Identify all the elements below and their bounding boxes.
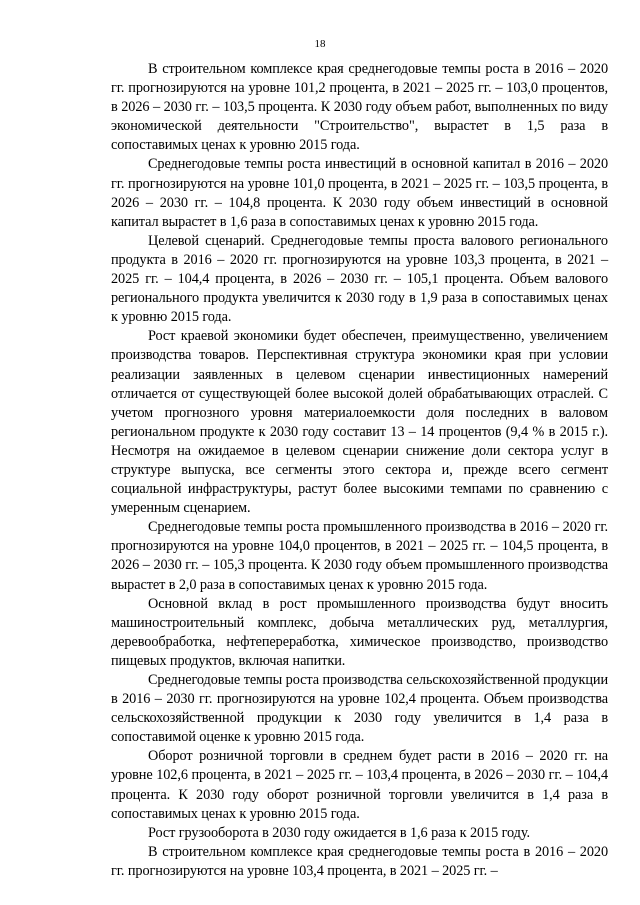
paragraph-agriculture: Среднегодовые темпы роста производства сельскохозяйственной продукции в 2016 – 2030 гг. прогнозируются на уровне 102,4 процента. Объем производства сельскохозяйственной продукции к 2030 году увеличится в 1,4 раза в сопоставимой оценке к уровню 2015 года. bbox=[111, 672, 608, 746]
paragraph-industrial-contribution: Основной вклад в рост промышленного производства будут вносить машиностроительный комплекс, добыча металлических руд, металлургия, деревообработка, нефтепереработка, химическое производство, производство пищевых продуктов, включая напитки. bbox=[111, 595, 608, 669]
document-body bbox=[111, 60, 608, 881]
paragraph-construction: В строительном комплексе края среднегодовые темпы роста в 2016 – 2020 гг. прогнозируются на уровне 101,2 процента, в 2021 – 2025 гг. – 103,0 процентов, в 2026 – 2030 гг. – 103,5 процента. К 2030 году объем работ, выполненных по виду экономической деятельности "Строительство", вырастет в 1,5 раза в сопоставимых ценах к уровню 2015 года. bbox=[111, 61, 608, 154]
paragraph-construction-target: В строительном комплексе края среднегодовые темпы роста в 2016 – 2020 гг. прогнозируются на уровне 103,4 процента, в 2021 – 2025 гг. – bbox=[111, 843, 608, 879]
paragraph-freight-turnover: Рост грузооборота в 2030 году ожидается в 1,6 раза к 2015 году. bbox=[148, 824, 530, 841]
paragraph-economy-growth: Рост краевой экономики будет обеспечен, преимущественно, увеличением производства товаров. Перспективная структура экономики края при условии реализации заявленных в целевом сценарии инвестиционных намерений отличается от существующей более высокой долей обрабатывающих отраслей. С учетом прогнозного уровня материалоемкости доля последних в валовом региональном продукте к 2030 году составит 13 – 14 процентов (9,4 % в 2015 г.). Несмотря на ожидаемое в целевом сценарии снижение доли сектора услуг в структуре выпуска, все сегменты этого сектора и, прежде всего сегмент социальной инфраструктуры, растут более высокими темпами по сравнению с умеренным сценарием. bbox=[111, 328, 608, 517]
paragraph-investment: Среднегодовые темпы роста инвестиций в основной капитал в 2016 – 2020 гг. прогнозируются на уровне 101,0 процента, в 2021 – 2025 гг. – 103,5 процента, в 2026 – 2030 гг. – 104,8 процента. К 2030 году объем инвестиций в основной капитал вырастет в 1,6 раза в сопоставимых ценах к уровню 2015 года. bbox=[111, 156, 608, 230]
page-number: 18 bbox=[314, 38, 326, 50]
paragraph-target-scenario: Целевой сценарий. Среднегодовые темпы проста валового регионального продукта в 2016 – 2020 гг. прогнозируются на уровне 103,3 процента, в 2021 – 2025 гг. – 104,4 процента, в 2026 – 2030 гг. – 105,1 процента. Объем валового регионального продукта увеличится к 2030 году в 1,9 раза в сопоставимых ценах к уровню 2015 года. bbox=[111, 232, 608, 326]
paragraph-industrial-production: Среднегодовые темпы роста промышленного производства в 2016 – 2020 гг. прогнозируются на уровне 104,0 процентов, в 2021 – 2025 гг. – 104,5 процента, в 2026 – 2030 гг. – 105,3 процента. К 2030 году объем промышленного производства вырастет в 2,0 раза в сопоставимых ценах к уровню 2015 года. bbox=[111, 519, 608, 593]
paragraph-retail-trade: Оборот розничной торговли в среднем будет расти в 2016 – 2020 гг. на уровне 102,6 процента, в 2021 – 2025 гг. – 103,4 процента, в 2026 – 2030 гг. – 104,4 процента. К 2030 году оборот розничной торговли увеличится в 1,4 раза в сопоставимых ценах к уровню 2015 года. bbox=[111, 748, 608, 822]
